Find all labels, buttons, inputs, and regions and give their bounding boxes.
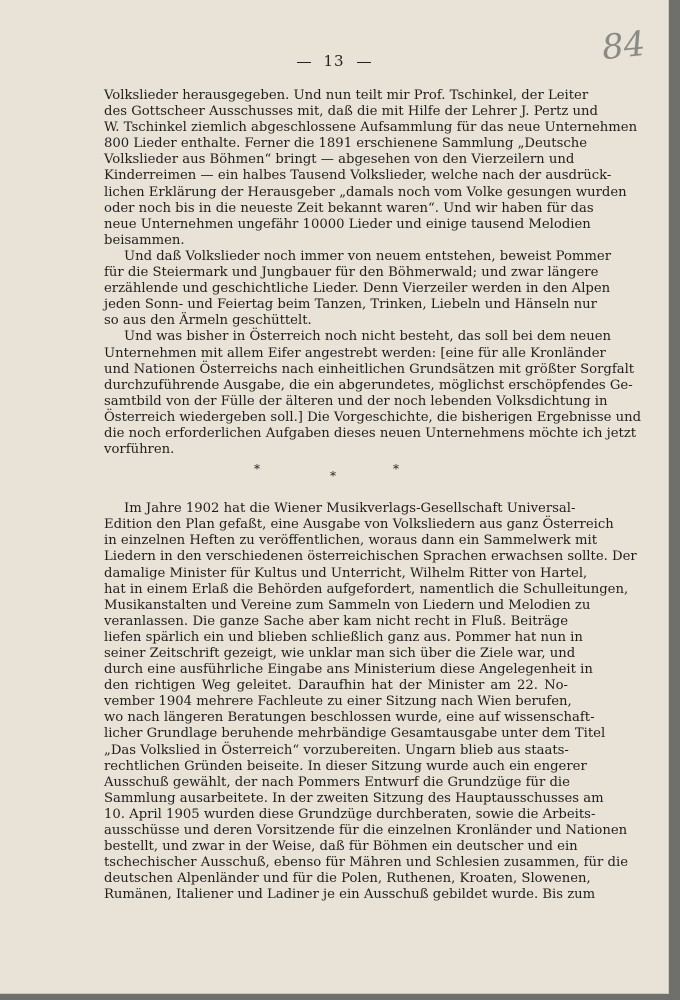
text-line: 800 Lieder enthalte. Ferner die 1891 erschienene Sammlung „Deutsche (104, 136, 588, 152)
text-line: erzählende und geschichtliche Lieder. Denn Vierzeiler werden in den Alpen (104, 281, 611, 297)
text-line: durch eine ausführliche Eingabe ans Ministerium diese Angelegenheit in (104, 662, 593, 678)
separator-asterisk: * (254, 462, 260, 477)
text-line: bestellt, und zwar in der Weise, daß für Böhmen ein deutscher und ein (104, 839, 578, 855)
text-line: W. Tschinkel ziemlich abgeschlossene Aufsammlung für das neue Unternehmen (104, 120, 638, 136)
text-line: des Gottscheer Ausschusses mit, daß die mit Hilfe der Lehrer J. Pertz und (104, 104, 598, 120)
text-line: Und was bisher in Österreich noch nicht besteht, das soll bei dem neuen (124, 329, 612, 345)
text-line: und Nationen Österreichs nach einheitlichen Grundsätzen mit größter Sorgfalt (104, 361, 635, 377)
text-line: rechtlichen Gründen beiseite. In dieser Sitzung wurde auch ein engerer (104, 758, 587, 774)
text-line: seiner Zeitschrift gezeigt, wie unklar man sich über die Ziele war, und (104, 646, 576, 661)
text-line: Volkslieder aus Böhmen“ bringt — abgesehen von den Vierzeilern und (104, 152, 575, 168)
page-number (0, 52, 668, 70)
text-line: Österreich wiedergeben soll.] Die Vorgeschichte, die bisherigen Ergebnisse und (104, 409, 642, 425)
page-number-text: 13 (323, 52, 345, 70)
text-line: 10. April 1905 wurden diese Grundzüge durchberaten, sowie die Arbeits- (104, 806, 596, 822)
text-line: deutschen Alpenländer und für die Polen, Ruthenen, Kroaten, Slowenen, (104, 871, 591, 887)
paragraph (104, 248, 612, 329)
folio-dash-left (297, 62, 311, 63)
separator-asterisk: * (330, 469, 336, 484)
paragraph (104, 329, 642, 458)
section-gap (104, 487, 568, 501)
text-line: Ausschuß gewählt, der nach Pommers Entwurf die Grundzüge für die (104, 774, 570, 790)
text-line: den richtigen Weg geleitet. Daraufhin hat der Minister am 22. No- (104, 678, 568, 694)
text-line: oder noch bis in die neueste Zeit bekannt waren“. Und wir haben für das (104, 200, 594, 216)
text-line: tschechischer Ausschuß, ebenso für Mähren und Schlesien zusammen, für die (104, 855, 629, 871)
text-line: vorführen. (104, 442, 175, 458)
text-line: für die Steiermark und Jungbauer für den Böhmerwald; und zwar längere (104, 265, 599, 281)
text-line: damalige Minister für Kultus und Unterricht, Wilhelm Ritter von Hartel, (104, 565, 588, 581)
text-line: samtbild von der Fülle der älteren und der noch lebenden Volksdichtung in (104, 393, 608, 409)
text-line: Rumänen, Italiener und Ladiner je ein Ausschuß gebildet wurde. Bis zum (104, 887, 596, 903)
text-line: Im Jahre 1902 hat die Wiener Musikverlags-Gesellschaft Universal- (124, 501, 576, 517)
handwritten-annotation: 84 (600, 23, 648, 69)
folio-dash-right (357, 62, 371, 63)
text-line: jeden Sonn- und Feiertag beim Tanzen, Trinken, Liebeln und Hänseln nur (104, 297, 597, 313)
text-line: neue Unternehmen ungefähr 10000 Lieder und einige tausend Melodien (104, 216, 591, 232)
text-line: lichen Erklärung der Herausgeber „damals noch vom Volke gesungen wurden (104, 184, 627, 200)
text-line: liefen spärlich ein und blieben schließlich ganz aus. Pommer hat nun in (104, 629, 583, 645)
paragraph (104, 501, 637, 903)
text-line: ausschüsse und deren Vorsitzende für die einzelnen Kronländer und Nationen (104, 823, 628, 839)
text-line: durchzuführende Ausgabe, die ein abgerundetes, möglichst erschöpfendes Ge- (104, 377, 633, 393)
body-text (104, 88, 642, 904)
text-line: Unternehmen mit allem Eifer angestrebt werden: [eine für alle Kronländer (104, 345, 606, 361)
text-line: veranlassen. Die ganze Sache aber kam nicht recht in Fluß. Beiträge (104, 613, 568, 629)
text-line: vember 1904 mehrere Fachleute zu einer Sitzung nach Wien berufen, (104, 694, 572, 710)
text-line: so aus den Ärmeln geschüttelt. (104, 313, 312, 329)
text-line: in einzelnen Heften zu veröffentlichen, woraus dann ein Sammelwerk mit (104, 533, 598, 549)
text-line: Sammlung ausarbeitete. In der zweiten Sitzung des Hauptausschusses am (104, 790, 604, 806)
text-line: Und daß Volkslieder noch immer von neuem entstehen, beweist Pommer (124, 248, 612, 264)
text-line: beisammen. (104, 232, 185, 248)
separator-asterisk: * (393, 462, 399, 477)
text-line: Liedern in den verschiedenen österreichischen Sprachen erwachsen sollte. Der (104, 549, 637, 565)
text-line: Musikanstalten und Vereine zum Sammeln von Liedern und Melodien zu (104, 597, 591, 613)
text-line: Kinderreimen — ein halbes Tausend Volkslieder, welche nach der ausdrück- (104, 168, 612, 184)
text-line: hat in einem Erlaß die Behörden aufgefordert, namentlich die Schulleitungen, (104, 581, 629, 597)
section-separator (104, 459, 568, 487)
text-line: Edition den Plan gefaßt, eine Ausgabe von Volksliedern aus ganz Österreich (104, 517, 614, 533)
text-line: Volkslieder herausgegeben. Und nun teilt mir Prof. Tschinkel, der Leiter (104, 88, 589, 103)
text-line: die noch erforderlichen Aufgaben dieses neuen Unternehmens möchte ich jetzt (104, 425, 637, 441)
paragraph (104, 88, 638, 249)
text-line: „Das Volkslied in Österreich“ vorzubereiten. Ungarn blieb aus staats- (104, 742, 569, 758)
text-line: licher Grundlage beruhende mehrbändige Gesamtausgabe unter dem Titel (104, 726, 606, 742)
text-line: wo nach längeren Beratungen beschlossen wurde, eine auf wissenschaft- (104, 710, 595, 726)
